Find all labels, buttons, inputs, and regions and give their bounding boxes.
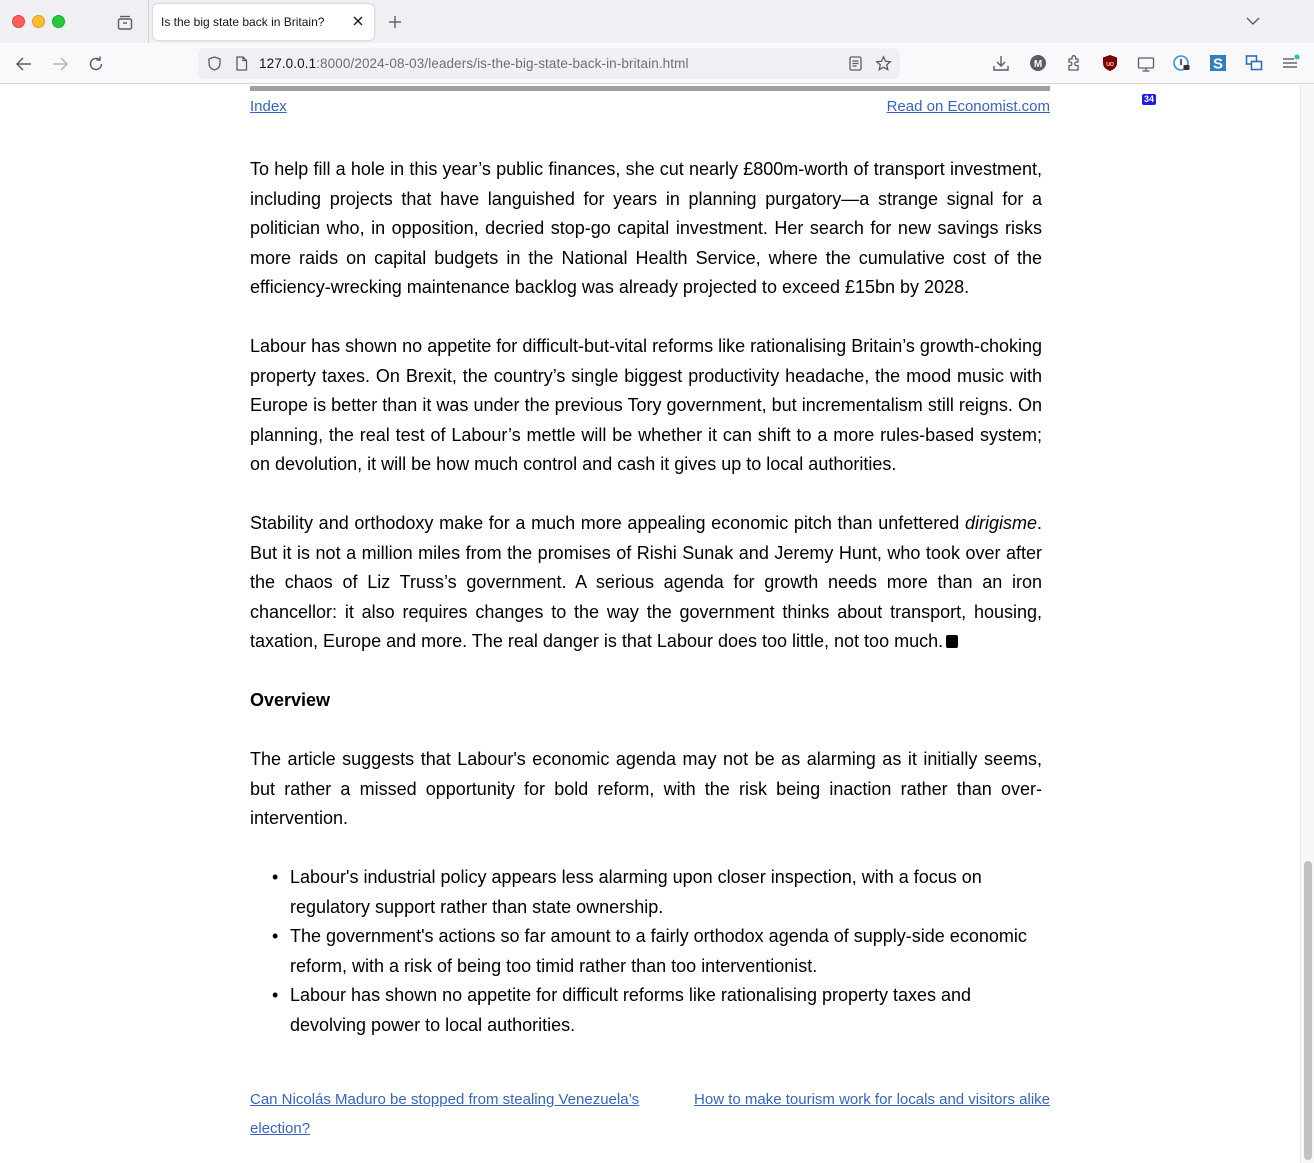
extension-badge-count: 34 — [1144, 94, 1155, 104]
download-icon[interactable] — [991, 53, 1011, 73]
article-paragraph: Labour has shown no appetite for difficult-but-vital reforms like rationalising Britain’s growth-choking property taxes. On Brexit, the country’s single biggest productivity headache, the mood music with Europe is better than it was under the previous Tory government, but incrementalism still reigns. On planning, the real test of Labour’s mettle will be whether it can shift to a more rules-based system; on devolution, it will be how much control and cash it gives up to local authorities. — [250, 336, 1042, 474]
paragraph-text: . But it is not a million miles from the promises of Rishi Sunak and Jeremy Hunt, who took over after the chaos of Liz Truss’s government. A serious agenda for growth needs more than an iron chancellor: it also requires changes to the way the government thinks about transport, housing, taxation, Europe and more. The real danger is that Labour does too little, not too much. — [250, 513, 1042, 651]
privacy-lock-extension-icon[interactable] — [1172, 53, 1192, 73]
window-manager-extension-icon[interactable] — [1244, 53, 1264, 73]
vertical-scrollbar[interactable] — [1300, 85, 1314, 1163]
hamburger-menu-icon[interactable] — [1280, 53, 1300, 73]
list-item: • The government's actions so far amount to a fairly orthodox agenda of supply-side economic reform, with a risk of being too timid rather than too interventionist. — [270, 922, 1042, 981]
address-bar[interactable] — [198, 48, 900, 79]
list-item: • Labour's industrial policy appears less alarming upon closer inspection, with a focus on regulatory support rather than state ownership. — [270, 863, 1042, 922]
window-zoom-button[interactable] — [52, 15, 65, 28]
close-icon[interactable] — [350, 13, 366, 29]
page-viewport — [0, 85, 1300, 1163]
arrow-left-icon[interactable] — [14, 54, 34, 74]
monitor-extension-icon[interactable] — [1136, 53, 1156, 73]
index-link[interactable]: Index — [250, 98, 287, 115]
reload-icon[interactable] — [86, 54, 106, 74]
plus-icon[interactable] — [386, 13, 404, 31]
tab-title: Is the big state back in Britain? — [161, 15, 325, 29]
puzzle-extensions-icon[interactable] — [1064, 53, 1084, 73]
list-item: • Labour has shown no appetite for difficult reforms like rationalising property taxes and devolving power to local authorities. — [270, 981, 1042, 1040]
chevron-down-icon[interactable] — [1244, 14, 1262, 28]
tab-active[interactable] — [153, 4, 374, 40]
arrow-right-icon[interactable] — [50, 54, 70, 74]
s-extension-icon[interactable] — [1208, 53, 1228, 73]
article-body — [250, 155, 1042, 1058]
ublock-origin-icon[interactable] — [1100, 53, 1120, 73]
header-divider — [250, 86, 1050, 91]
url-host: 127.0.0.1 — [259, 56, 317, 71]
svg-text:uo: uo — [1106, 61, 1114, 68]
tab-strip — [0, 0, 1314, 43]
article-paragraph: To help fill a hole in this year’s public finances, she cut nearly £800m-worth of transport investment, including projects that have languished for years in planning purgatory—a strange signal for a politician who, in opposition, decried stop-go capital investment. Her search for new savings risks more raids on capital budgets in the National Health Service, where the cumulative cost of the efficiency-wrecking maintenance backlog was already projected to exceed £15bn by 2028. — [250, 159, 1042, 297]
overview-list — [270, 863, 1042, 1040]
svg-text:S: S — [1212, 55, 1224, 73]
m-extension-icon[interactable] — [1028, 53, 1048, 73]
article-paragraph-final — [250, 509, 1042, 657]
page-icon[interactable] — [233, 55, 250, 72]
previous-article-link[interactable]: Can Nicolás Maduro be stopped from stealing Venezuela’s election? — [250, 1091, 640, 1137]
svg-text:M: M — [1033, 59, 1043, 70]
overview-summary: The article suggests that Labour's economic agenda may not be as alarming as it initially seems, but rather a missed opportunity for bold reform, with the risk being inaction rather than over-intervention. — [250, 749, 1042, 828]
end-mark-icon — [946, 635, 958, 648]
shield-icon[interactable] — [206, 55, 223, 72]
navigation-toolbar — [0, 43, 1314, 104]
italic-term: dirigisme — [964, 513, 1037, 533]
overview-heading: Overview — [250, 690, 331, 710]
paragraph-text: Stability and orthodoxy make for a much more appealing economic pitch than unfettered — [250, 513, 965, 533]
tab-overview-icon[interactable] — [115, 12, 135, 32]
reader-mode-icon[interactable] — [847, 55, 864, 72]
star-icon[interactable] — [875, 55, 892, 72]
window-close-button[interactable] — [12, 15, 25, 28]
scrollbar-thumb[interactable] — [1304, 861, 1312, 1160]
read-on-economist-link[interactable]: Read on Economist.com — [886, 98, 1050, 115]
window-minimize-button[interactable] — [32, 15, 45, 28]
url-path: :8000/2024-08-03/leaders/is-the-big-state-back-in-britain.html — [316, 56, 689, 71]
next-article-link[interactable]: How to make tourism work for locals and visitors alike — [694, 1091, 1050, 1108]
url-text[interactable] — [259, 56, 689, 71]
tab-separator — [148, 0, 149, 43]
